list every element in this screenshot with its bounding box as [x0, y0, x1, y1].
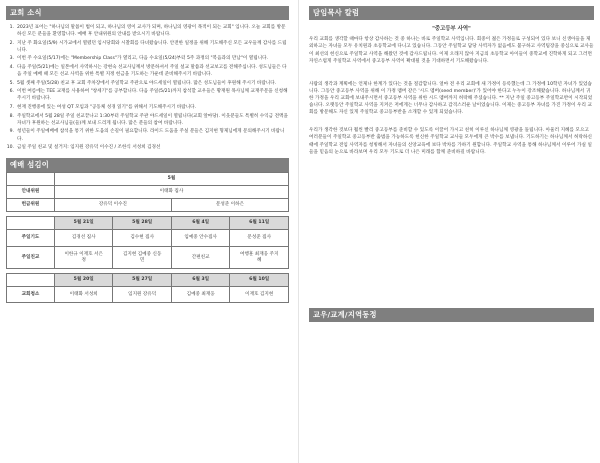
date-cell: 5월 21일: [54, 217, 113, 230]
offering-value: 문성준 이하은: [171, 199, 288, 212]
fellowship-value: 김지현 김예중 신동민: [113, 247, 172, 269]
fellowship-value: 여행훈 최재웅 주지혜: [230, 247, 289, 269]
church-news-list: [6, 24, 289, 151]
church-news-heading: 교회 소식: [6, 6, 289, 20]
news-item: 2. 지난 주 화요일(5/9) 시가교에서 열렸던 임시당회와 시찰회를 다녀왔습니다. 안전한 일정을 위해 기도해주신 모든 교우들께 감사를 드립니다.: [9, 40, 287, 53]
news-item: 6. 이번 여름에는 TEE 교재를 사용하여 "창세기"를 공부합니다. 다음 주일(5/21)까지 참석할 교우들은 황재원 목사님께 교재주문을 신청해주시기 바랍니다.: [9, 89, 288, 102]
column-paragraph: 우리 교회를 생각할 때마다 항상 감사하는 것 중 하나는 바로 주일학교 사역입니다. 회중이 젊은 가정들로 구성되어 있다 보니 신생아들을 제외하고는 자녀들 모두 유치원과 초등학교에 다니고 있습니다. 그동안 주일학교 담당 사역자가 없음에도 불구하고 사역팀장을 중심으로 교사들이 최선의 헌신으로 주일학교 사역을 해왔던 것에 감사드립니다. 이제 오래지 않아 지금의 초등학교 아이들이 중학교에 진학하게 되고 그러면 자연스럽게 주일학교 사역에서 중고등부 사역이 확대될 것을 기대하면서 기도해왔습니다.: [309, 37, 594, 64]
date-cell: 6월 4일: [171, 217, 230, 230]
prayer-value: 김경선 집사: [54, 230, 113, 247]
column-paragraph: 우리가 생각한 것보다 훨씬 빨리 중고등부를 준비할 수 있도록 이끌어 가시고 친히 이루신 하나님께 영광을 돌립니다. 아울러 지혜를 모으고 여러분들이 주일학교 중고등부반 출범을 가능하도록 헌신한 주일학교 교사들 모두에게 큰 박수를 보냅니다. 기도하기는 하나님께서 허락하신 때에 주일학교 전임 사역자를 청빙해서 자녀들의 신앙교육에 보다 박차를 가하기 원합니다. 주일학교 사역을 통해 하나님께서 이루어 가실 일들을 믿음의 눈으로 바라보며 우리 모두 기도로 더 나은 미래를 함께 준비하길 바랍니다.: [309, 128, 592, 155]
news-item: 9. 청년들이 주일예배에 참석을 통기 위한 도움의 손길이 필요합니다. 라이드 도움을 주실 분들은 김지현 형제님에게 문의해주시기 바랍니다.: [9, 129, 285, 142]
cleaning-value: 이태화 서성희: [54, 287, 113, 303]
member-news-heading: 교우/교계/지역동정: [309, 308, 594, 322]
cleaning-label: 교회청소: [7, 287, 55, 303]
date-cell: 6월 11일: [230, 217, 289, 230]
worship-servants-heading: 예배 섬김이: [6, 158, 289, 172]
usher-value: 이태화 집사: [54, 186, 288, 199]
date-cell: 6월 10일: [230, 274, 289, 287]
offering-label: 헌금위원: [7, 199, 55, 212]
left-column: [6, 6, 289, 303]
news-item: 4. 다음 주일(5/21)에는 일본에서 사역하시는 강현숙 선교사님께서 방문하셔서 주일 설교 말씀과 선교보고를 전해주십니다. 성도님들은 다음 주일 예배 때 모든 선교 사역을 위한 특별 지정 헌금을 기도하는 가운데 준비해주시기 바랍니다.: [9, 65, 287, 78]
prayer-value: 문성준 집사: [230, 230, 289, 247]
fellowship-label: 주일친교: [7, 247, 55, 269]
cleaning-value: 이재호 김지현: [230, 287, 289, 303]
month-cell: 5월: [54, 173, 288, 186]
table-corner: [7, 274, 55, 287]
column-title: "중고등부 사역": [432, 26, 471, 32]
news-item: 7. 현재 진행중에 있는 여성 QT 모임과 "공동체 성경 읽기"를 위해서 기도해주시기 바랍니다.: [9, 105, 197, 111]
column-paragraph: 사람의 생각과 계획에는 언제나 한계가 있다는 것을 절감합니다. 얼마 전 우리 교회에 새 가정이 등록했는데 그 가정에 10학년 자녀가 있었습니다. 그동안 중고등부 사역을 위해 이 가정 맴버 같은 '시드 멤버(seed member)'가 있어야 한다고 누누이 강조해왔습니다. 하나님께서 귀한 가정을 우리 교회에 보내주시면서 중고등부 사역을 위한 시드 멤버까지 허락해 주셨습니다. ** 지난 주일 중고등부 주일학교반이 시작되었습니다. 오랫동안 주일학교 사역을 지켜온 저에게는 너무나 감사하고 감격스러운 날이었습니다. 이제는 중고등부 자녀를 가진 가정이 우리 교회를 방문해도 자신 있게 주일학교 중고등부반을 소개할 수 있게 되었습니다.: [309, 81, 593, 116]
date-cell: 6월 3일: [171, 274, 230, 287]
prayer-label: 주일기도: [7, 230, 55, 247]
worship-servants-table: [6, 172, 289, 303]
column-divider: [298, 0, 299, 463]
news-item: 1. 2023년 표어는 "하나님의 말씀이 법이 되고, 하나님의 영이 교사가 되며, 하나님의 영광이 목적이 되는 교회" 입니다. 오늘 교회를 방문하신 모든 분들을 환영합니다. 예배 후 안내위원의 안내를 받으시기 바랍니다.: [9, 25, 286, 38]
date-cell: 5월 20일: [54, 274, 113, 287]
news-item: 3. 이번 주 수요일(5/17)에는 "Membership Class"가 열리고, 다음 수요일(5/24)부터 5주 과정의 "복음과의 만남"이 열립니다.: [9, 56, 268, 62]
usher-label: 안내위원: [7, 186, 55, 199]
date-cell: 5월 27일: [113, 274, 172, 287]
table-corner: [7, 173, 55, 186]
pastor-column-heading: 담임목사 칼럼: [309, 6, 594, 20]
date-cell: 5월 28일: [113, 217, 172, 230]
news-item: 10. 금일 주일 친교 및 설거지: 임지원 강유덕 이수진 / 조한식 서성희 김경선: [6, 145, 161, 151]
fellowship-value: 간편친교: [171, 247, 230, 269]
cleaning-value: 임지원 강유덕: [113, 287, 172, 303]
prayer-value: 김수현 집사: [113, 230, 172, 247]
fellowship-value: 이한규 이재호 서은정: [54, 247, 113, 269]
table-corner: [7, 217, 55, 230]
news-item: 8. 주일학교에서 5월 28일 주일 친교끝나고 1:30부터 주일학교 주관 야드세일이 열립니다(교회 앞마당). 이웃분들도 특별히 수익금 전액을 자녀가 후원하는 선교사님들(들)께 보내 드리게 됩니다. 많은 분들의 참여 바랍니다.: [9, 113, 288, 126]
right-column: [309, 6, 594, 319]
cleaning-value: 김예중 최재웅: [171, 287, 230, 303]
prayer-value: 임예중 안수집사: [171, 230, 230, 247]
news-item: 5. 5월 셋째 주일(5/28) 친교 후 교회 주차장에서 주일학교 주관으로 야드세일이 열립니다. 많은 성도님들이 후원해 주시기 바랍니다.: [9, 80, 277, 86]
offering-value: 강유덕 이수진: [54, 199, 171, 212]
